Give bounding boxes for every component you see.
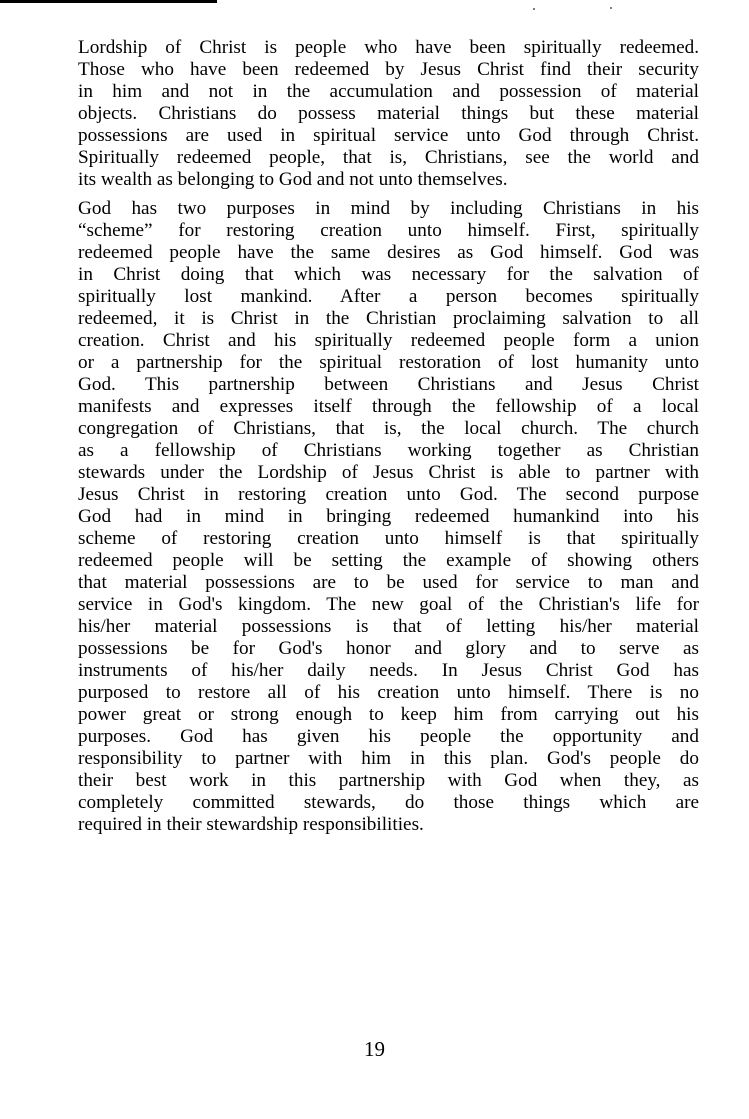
text-line: service in God's kingdom. The new goal of the Christian's life for	[78, 594, 699, 615]
paragraph-gap	[78, 191, 699, 198]
paragraph-2	[78, 198, 699, 836]
text-line: possessions be for God's honor and glory and to serve as	[78, 638, 699, 659]
text-line: God has two purposes in mind by including Christians in his	[78, 198, 699, 219]
text-line: scheme of restoring creation unto himself is that spiritually	[78, 528, 699, 549]
text-line: his/her material possessions is that of letting his/her material	[78, 616, 699, 637]
text-line: Spiritually redeemed people, that is, Christians, see the world and	[78, 147, 699, 168]
text-line: responsibility to partner with him in this plan. God's people do	[78, 748, 699, 769]
text-line: in him and not in the accumulation and possession of material	[78, 81, 699, 102]
text-line: objects. Christians do possess material things but these material	[78, 103, 699, 124]
text-line: God had in mind in bringing redeemed humankind into his	[78, 506, 699, 527]
text-line: instruments of his/her daily needs. In Jesus Christ God has	[78, 660, 699, 681]
text-line: manifests and expresses itself through the fellowship of a local	[78, 396, 699, 417]
top-edge-rule	[0, 0, 217, 3]
page-body-text	[78, 37, 699, 836]
text-line: spiritually lost mankind. After a person becomes spiritually	[78, 286, 699, 307]
paragraph-1	[78, 37, 699, 191]
text-line: required in their stewardship responsibilities.	[78, 814, 424, 835]
text-line: that material possessions are to be used for service to man and	[78, 572, 699, 593]
scan-speck	[533, 8, 535, 10]
text-line: Jesus Christ in restoring creation unto God. The second purpose	[78, 484, 699, 505]
text-line: its wealth as belonging to God and not unto themselves.	[78, 169, 508, 190]
text-line: completely committed stewards, do those things which are	[78, 792, 699, 813]
text-line: or a partnership for the spiritual restoration of lost humanity unto	[78, 352, 699, 373]
text-line: stewards under the Lordship of Jesus Christ is able to partner with	[78, 462, 699, 483]
text-line: purposed to restore all of his creation unto himself. There is no	[78, 682, 699, 703]
text-line: God. This partnership between Christians and Jesus Christ	[78, 374, 699, 395]
text-line: in Christ doing that which was necessary for the salvation of	[78, 264, 699, 285]
text-line: redeemed, it is Christ in the Christian proclaiming salvation to all	[78, 308, 699, 329]
scan-speck	[610, 7, 612, 9]
text-line: possessions are used in spiritual service unto God through Christ.	[78, 125, 699, 146]
text-line: as a fellowship of Christians working together as Christian	[78, 440, 699, 461]
text-line: “scheme” for restoring creation unto himself. First, spiritually	[78, 220, 699, 241]
text-line: creation. Christ and his spiritually redeemed people form a union	[78, 330, 699, 351]
text-line: congregation of Christians, that is, the local church. The church	[78, 418, 699, 439]
page-number: 19	[364, 1037, 385, 1061]
text-line: their best work in this partnership with God when they, as	[78, 770, 699, 791]
text-line: Those who have been redeemed by Jesus Christ find their security	[78, 59, 699, 80]
text-line: purposes. God has given his people the opportunity and	[78, 726, 699, 747]
text-line: power great or strong enough to keep him from carrying out his	[78, 704, 699, 725]
text-line: redeemed people have the same desires as God himself. God was	[78, 242, 699, 263]
text-line: Lordship of Christ is people who have been spiritually redeemed.	[78, 37, 699, 58]
text-line: redeemed people will be setting the example of showing others	[78, 550, 699, 571]
